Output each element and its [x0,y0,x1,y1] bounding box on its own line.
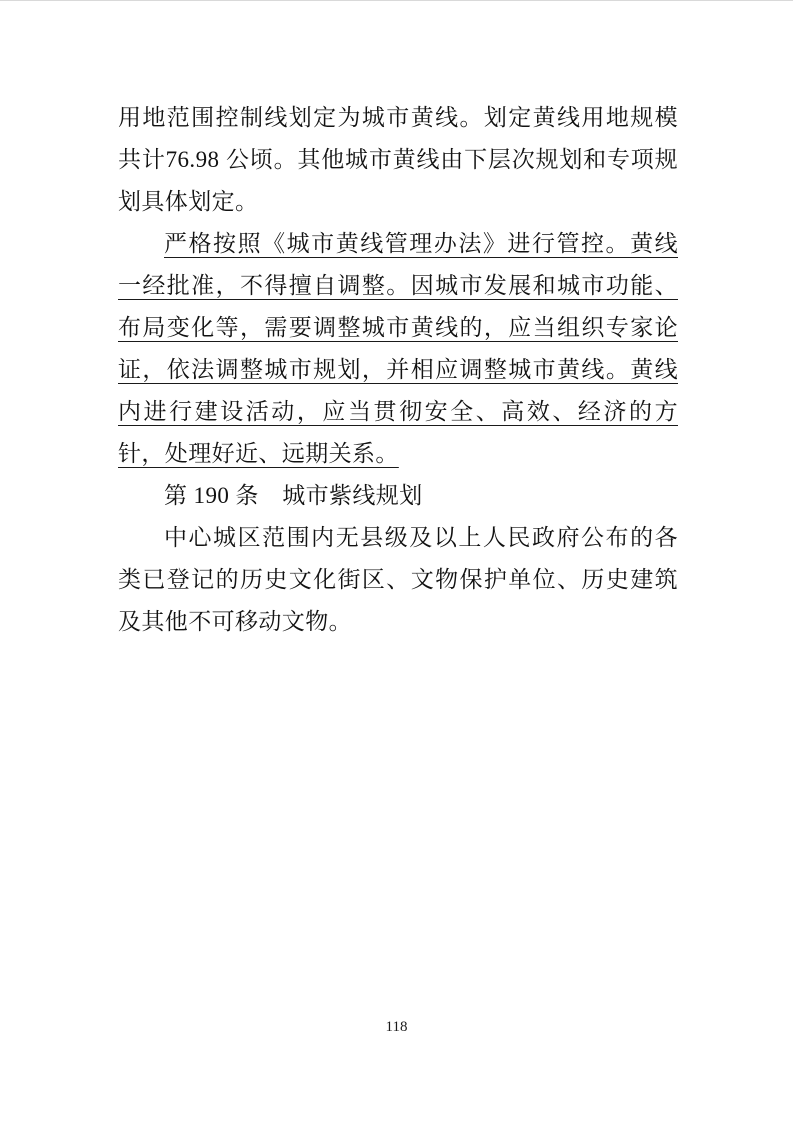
paragraph-yellow-line-management: 严格按照《城市黄线管理办法》进行管控。黄线一经批准，不得擅自调整。因城市发展和城市功能、布局变化等，需要调整城市黄线的，应当组织专家论证，依法调整城市规划，并相应调整城市黄线。黄线内进行建设活动，应当贯彻安全、高效、经济的方针，处理好近、远期关系。 [118,231,678,466]
paragraph-purple-line-scope: 中心城区范围内无县级及以上人民政府公布的各类已登记的历史文化街区、文物保护单位、历史建筑及其他不可移动文物。 [118,525,678,634]
paragraph-yellow-line-continuation: 用地范围控制线划定为城市黄线。划定黄线用地规模共计76.98 公顷。其他城市黄线由下层次规划和专项规划具体划定。 [118,105,678,214]
article-190-heading: 第 190 条 城市紫线规划 [164,483,423,508]
page-number: 118 [385,1019,408,1035]
text-block [118,97,678,643]
